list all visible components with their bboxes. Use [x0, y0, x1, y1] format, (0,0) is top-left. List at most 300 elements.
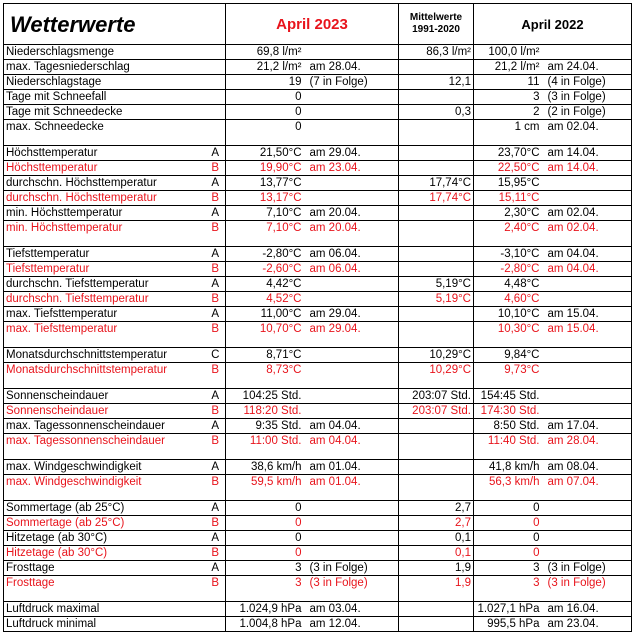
- value-2022: 0: [474, 531, 542, 546]
- value-2022: 154:45 Std.: [474, 389, 542, 404]
- row-code: B: [206, 292, 226, 307]
- value-mean: 17,74°C: [399, 191, 474, 206]
- value-mean: [399, 221, 474, 236]
- value-mean: 203:07 Std.: [399, 404, 474, 419]
- value-2023: 104:25 Std.: [226, 389, 304, 404]
- row-label: Niederschlagsmenge: [4, 45, 206, 60]
- value-2023: 3: [295, 577, 302, 589]
- note-2023: am 06.04.: [304, 247, 399, 262]
- note-2022: am 14.04.: [542, 161, 632, 176]
- table-row: [4, 90, 632, 105]
- note-2023: [304, 348, 399, 363]
- row-code: B: [206, 516, 226, 531]
- row-code: A: [206, 176, 226, 191]
- row-label: Luftdruck minimal: [4, 617, 206, 632]
- value-2023: 13,17°C: [226, 191, 304, 206]
- value-2022: 9,73°C: [504, 364, 540, 376]
- value-mean: [399, 475, 474, 490]
- spacer-cell: [4, 448, 206, 460]
- spacer-cell: [474, 448, 542, 460]
- value-2023: 0: [226, 105, 304, 120]
- spacer-cell: [304, 134, 399, 146]
- value-2023: 21,50°C: [226, 146, 304, 161]
- value-2022: 21,2 l/m²: [474, 60, 542, 75]
- row-label: max. Tagessonnenscheindauer: [4, 434, 206, 449]
- value-2023: 1.004,8 hPa: [226, 617, 304, 632]
- note-2022: [542, 176, 632, 191]
- value-2023: 4,52°C: [226, 292, 304, 307]
- value-mean: [399, 120, 474, 135]
- spacer-cell: [226, 336, 304, 348]
- value-2023: 0: [295, 121, 302, 133]
- note-2023: am 06.04.: [304, 262, 399, 277]
- row-label: Sommertage (ab 25°C): [4, 516, 206, 531]
- table-row: [4, 45, 632, 60]
- note-2023: am 29.04.: [304, 322, 399, 337]
- spacer-cell: [399, 448, 474, 460]
- note-2023: [304, 363, 399, 378]
- row-code: A: [206, 501, 226, 516]
- spacer-cell: [399, 489, 474, 501]
- value-mean: [399, 90, 474, 105]
- note-2022: am 23.04.: [542, 617, 632, 632]
- value-2023: 0: [226, 531, 304, 546]
- table-row: [4, 561, 632, 576]
- row-code: A: [206, 561, 226, 576]
- header-mean: [399, 4, 474, 45]
- spacer-cell: [474, 235, 542, 247]
- value-mean: [399, 247, 474, 262]
- table-row: [4, 191, 632, 206]
- table-row: [4, 277, 632, 292]
- row-code: B: [206, 221, 226, 236]
- value-mean: 86,3 l/m²: [399, 45, 474, 60]
- row-code: [206, 120, 226, 135]
- row-label: max. Tagessonnenscheindauer: [4, 419, 206, 434]
- spacer-cell: [542, 448, 632, 460]
- header-mean-line1: Mittelwerte: [409, 12, 463, 23]
- note-2023: [304, 176, 399, 191]
- header-row: [4, 4, 632, 45]
- note-2023: [304, 516, 399, 531]
- value-mean: 10,29°C: [399, 348, 474, 363]
- row-code: A: [206, 247, 226, 262]
- spacer-cell: [206, 235, 226, 247]
- table-row: [4, 348, 632, 363]
- note-2022: am 17.04.: [542, 419, 632, 434]
- spacer-cell: [399, 590, 474, 602]
- note-2023: [304, 191, 399, 206]
- value-2023: 0: [226, 501, 304, 516]
- value-2022: 2: [474, 105, 542, 120]
- value-mean: 2,7: [399, 516, 474, 531]
- note-2022: am 04.04.: [542, 247, 632, 262]
- value-2022: 41,8 km/h: [474, 460, 542, 475]
- value-2023: 19,90°C: [226, 161, 304, 176]
- spacer-cell: [226, 377, 304, 389]
- value-mean: 10,29°C: [399, 363, 474, 378]
- value-2022: 2,30°C: [474, 206, 542, 221]
- note-2022: (3 in Folge): [542, 576, 632, 591]
- table-row: [4, 292, 632, 307]
- value-2023: 11:00 Std.: [249, 435, 302, 447]
- value-2022: 4,48°C: [474, 277, 542, 292]
- spacer-cell: [206, 134, 226, 146]
- spacer-cell: [206, 489, 226, 501]
- table-row: [4, 307, 632, 322]
- spacer-cell: [304, 377, 399, 389]
- header-april-2022: April 2022: [474, 4, 632, 45]
- note-2022: am 02.04.: [542, 206, 632, 221]
- note-2022: am 28.04.: [542, 434, 632, 449]
- row-label: Tage mit Schneefall: [4, 90, 206, 105]
- value-mean: [399, 617, 474, 632]
- note-2022: am 04.04.: [542, 262, 632, 277]
- value-2023: 8,73°C: [266, 364, 302, 376]
- table-row: [4, 206, 632, 221]
- spacer-cell: [399, 377, 474, 389]
- value-mean: [399, 161, 474, 176]
- table-row: [4, 120, 632, 135]
- spacer-cell: [399, 134, 474, 146]
- note-2023: [304, 389, 399, 404]
- spacer-cell: [304, 590, 399, 602]
- value-2022: 0: [474, 501, 542, 516]
- note-2023: am 29.04.: [304, 146, 399, 161]
- row-label: max. Tiefsttemperatur: [4, 322, 206, 337]
- spacer-cell: [474, 336, 542, 348]
- note-2022: (3 in Folge): [542, 561, 632, 576]
- spacer-cell: [542, 377, 632, 389]
- spacer-cell: [4, 134, 206, 146]
- row-label: Luftdruck maximal: [4, 602, 206, 617]
- note-2022: am 15.04.: [542, 307, 632, 322]
- value-mean: [399, 146, 474, 161]
- note-2023: [304, 277, 399, 292]
- value-2022: 4,60°C: [474, 292, 542, 307]
- table-row: [4, 221, 632, 236]
- value-mean: [399, 206, 474, 221]
- spacer-cell: [226, 489, 304, 501]
- value-2023: 7,10°C: [226, 206, 304, 221]
- row-code: B: [206, 161, 226, 176]
- note-2022: [542, 45, 632, 60]
- row-label: max. Tagesniederschlag: [4, 60, 206, 75]
- spacer-cell: [206, 590, 226, 602]
- spacer-cell: [226, 590, 304, 602]
- weather-table: [3, 3, 632, 632]
- row-label: min. Höchsttemperatur: [4, 206, 206, 221]
- row-code: [206, 60, 226, 75]
- value-mean: 1,9: [399, 561, 474, 576]
- spacer-row: [4, 235, 632, 247]
- spacer-cell: [304, 235, 399, 247]
- spacer-cell: [226, 448, 304, 460]
- spacer-cell: [399, 235, 474, 247]
- value-mean: 2,7: [399, 501, 474, 516]
- table-row: [4, 460, 632, 475]
- value-2022: 3: [474, 90, 542, 105]
- note-2023: [304, 90, 399, 105]
- spacer-cell: [304, 489, 399, 501]
- value-2023: 0: [226, 90, 304, 105]
- spacer-row: [4, 336, 632, 348]
- value-2022: 3: [533, 577, 540, 589]
- table-row: [4, 501, 632, 516]
- note-2023: (3 in Folge): [304, 561, 399, 576]
- note-2023: [304, 531, 399, 546]
- value-mean: [399, 307, 474, 322]
- note-2022: am 24.04.: [542, 60, 632, 75]
- row-code: B: [206, 322, 226, 337]
- note-2023: am 20.04.: [304, 206, 399, 221]
- table-row: [4, 161, 632, 176]
- row-code: [206, 105, 226, 120]
- table-row: [4, 262, 632, 277]
- note-2022: [542, 389, 632, 404]
- value-2022: 174:30 Std.: [474, 404, 542, 419]
- value-2022: 11: [474, 75, 542, 90]
- row-code: B: [206, 363, 226, 378]
- table-row: [4, 602, 632, 617]
- spacer-row: [4, 134, 632, 146]
- note-2023: am 01.04.: [304, 475, 399, 490]
- value-2022: 10,30°C: [497, 323, 540, 335]
- note-2023: [304, 501, 399, 516]
- table-row: [4, 75, 632, 90]
- table-row: [4, 531, 632, 546]
- value-2023: 4,42°C: [226, 277, 304, 292]
- note-2022: [542, 516, 632, 531]
- value-2022: 3: [474, 561, 542, 576]
- spacer-cell: [226, 235, 304, 247]
- spacer-row: [4, 448, 632, 460]
- value-2022: 100,0 l/m²: [474, 45, 542, 60]
- row-code: A: [206, 460, 226, 475]
- row-code: A: [206, 419, 226, 434]
- row-code: A: [206, 277, 226, 292]
- row-label: Sommertage (ab 25°C): [4, 501, 206, 516]
- value-2022: 10,10°C: [474, 307, 542, 322]
- row-label: Tage mit Schneedecke: [4, 105, 206, 120]
- row-label: Frosttage: [4, 576, 206, 591]
- note-2023: [304, 546, 399, 561]
- row-code: B: [206, 404, 226, 419]
- row-label: max. Schneedecke: [4, 120, 206, 135]
- value-2023: 7,10°C: [266, 222, 302, 234]
- header-mean-line2: 1991-2020: [412, 24, 460, 35]
- note-2022: am 14.04.: [542, 146, 632, 161]
- row-code: B: [206, 262, 226, 277]
- row-label: durchschn. Höchsttemperatur: [4, 176, 206, 191]
- note-2022: [542, 277, 632, 292]
- row-label: durchschn. Tiefsttemperatur: [4, 292, 206, 307]
- spacer-cell: [474, 134, 542, 146]
- note-2023: [304, 404, 399, 419]
- value-2023: 0: [226, 546, 304, 561]
- page-title: Wetterwerte: [4, 4, 226, 45]
- row-label: Höchsttemperatur: [4, 161, 206, 176]
- table-row: [4, 389, 632, 404]
- value-2022: 2,40°C: [504, 222, 540, 234]
- row-label: max. Windgeschwindigkeit: [4, 475, 206, 490]
- spacer-cell: [542, 336, 632, 348]
- table-row: [4, 404, 632, 419]
- row-code: B: [206, 475, 226, 490]
- note-2022: [542, 348, 632, 363]
- spacer-cell: [4, 590, 206, 602]
- value-2023: 13,77°C: [226, 176, 304, 191]
- row-label: Frosttage: [4, 561, 206, 576]
- value-mean: [399, 322, 474, 337]
- table-row: [4, 363, 632, 378]
- table-row: [4, 247, 632, 262]
- note-2022: (4 in Folge): [542, 75, 632, 90]
- value-mean: 5,19°C: [399, 292, 474, 307]
- spacer-row: [4, 590, 632, 602]
- value-2023: -2,80°C: [226, 247, 304, 262]
- value-2022: 56,3 km/h: [489, 476, 540, 488]
- spacer-cell: [304, 448, 399, 460]
- row-label: Hitzetage (ab 30°C): [4, 531, 206, 546]
- table-row: [4, 546, 632, 561]
- value-2022: 1 cm: [514, 121, 540, 133]
- note-2022: [542, 546, 632, 561]
- value-2022: -3,10°C: [474, 247, 542, 262]
- spacer-cell: [542, 489, 632, 501]
- note-2023: [304, 45, 399, 60]
- value-2023: 10,70°C: [259, 323, 302, 335]
- row-code: A: [206, 307, 226, 322]
- value-2022: 0: [474, 516, 542, 531]
- row-code: A: [206, 389, 226, 404]
- value-2023: 69,8 l/m²: [226, 45, 304, 60]
- note-2023: am 01.04.: [304, 460, 399, 475]
- note-2023: [304, 292, 399, 307]
- spacer-row: [4, 377, 632, 389]
- value-2022: 15,95°C: [474, 176, 542, 191]
- row-code: [206, 602, 226, 617]
- note-2022: [542, 292, 632, 307]
- value-mean: 0,1: [399, 531, 474, 546]
- note-2023: (7 in Folge): [304, 75, 399, 90]
- value-2023: 1.024,9 hPa: [226, 602, 304, 617]
- value-mean: [399, 434, 474, 449]
- note-2023: am 12.04.: [304, 617, 399, 632]
- spacer-cell: [4, 235, 206, 247]
- spacer-cell: [304, 336, 399, 348]
- row-label: durchschn. Höchsttemperatur: [4, 191, 206, 206]
- spacer-cell: [474, 377, 542, 389]
- value-mean: [399, 460, 474, 475]
- spacer-cell: [542, 134, 632, 146]
- note-2023: [304, 120, 399, 135]
- note-2022: [542, 363, 632, 378]
- note-2022: (2 in Folge): [542, 105, 632, 120]
- row-code: A: [206, 146, 226, 161]
- row-label: Monatsdurchschnittstemperatur: [4, 363, 206, 378]
- table-row: [4, 176, 632, 191]
- value-2022: 8:50 Std.: [474, 419, 542, 434]
- table-row: [4, 475, 632, 490]
- spacer-cell: [206, 377, 226, 389]
- value-2022: 0: [474, 546, 542, 561]
- note-2022: am 02.04.: [542, 120, 632, 135]
- note-2023: am 04.04.: [304, 434, 399, 449]
- note-2023: am 20.04.: [304, 221, 399, 236]
- row-code: [206, 75, 226, 90]
- value-2023: 21,2 l/m²: [226, 60, 304, 75]
- value-2022: 15,11°C: [474, 191, 542, 206]
- table-row: [4, 617, 632, 632]
- row-label: Tiefsttemperatur: [4, 247, 206, 262]
- row-label: min. Höchsttemperatur: [4, 221, 206, 236]
- value-2023: 19: [226, 75, 304, 90]
- spacer-cell: [399, 336, 474, 348]
- row-label: Höchsttemperatur: [4, 146, 206, 161]
- row-code: A: [206, 531, 226, 546]
- row-code: B: [206, 576, 226, 591]
- row-code: C: [206, 348, 226, 363]
- row-code: B: [206, 191, 226, 206]
- note-2022: (3 in Folge): [542, 90, 632, 105]
- row-label: durchschn. Tiefsttemperatur: [4, 277, 206, 292]
- table-row: [4, 419, 632, 434]
- spacer-row: [4, 489, 632, 501]
- value-2022: 995,5 hPa: [474, 617, 542, 632]
- row-code: [206, 90, 226, 105]
- value-mean: 0,3: [399, 105, 474, 120]
- row-label: Niederschlagstage: [4, 75, 206, 90]
- value-2023: 38,6 km/h: [226, 460, 304, 475]
- value-2023: 118:20 Std.: [226, 404, 304, 419]
- value-2022: 22,50°C: [474, 161, 542, 176]
- value-2023: 0: [226, 516, 304, 531]
- spacer-cell: [4, 489, 206, 501]
- row-label: Sonnenscheindauer: [4, 404, 206, 419]
- spacer-cell: [206, 448, 226, 460]
- value-mean: 17,74°C: [399, 176, 474, 191]
- note-2023: am 29.04.: [304, 307, 399, 322]
- note-2022: am 15.04.: [542, 322, 632, 337]
- note-2022: [542, 404, 632, 419]
- row-code: B: [206, 434, 226, 449]
- spacer-cell: [542, 235, 632, 247]
- value-2022: 11:40 Std.: [487, 435, 540, 447]
- row-label: max. Windgeschwindigkeit: [4, 460, 206, 475]
- table-row: [4, 576, 632, 591]
- note-2022: am 16.04.: [542, 602, 632, 617]
- note-2023: (3 in Folge): [304, 576, 399, 591]
- value-2022: 1.027,1 hPa: [474, 602, 542, 617]
- spacer-cell: [206, 336, 226, 348]
- note-2023: am 28.04.: [304, 60, 399, 75]
- row-code: A: [206, 206, 226, 221]
- row-code: [206, 617, 226, 632]
- row-label: max. Tiefsttemperatur: [4, 307, 206, 322]
- note-2022: [542, 191, 632, 206]
- value-mean: 5,19°C: [399, 277, 474, 292]
- value-mean: 12,1: [399, 75, 474, 90]
- value-2023: 9:35 Std.: [226, 419, 304, 434]
- value-2022: 9,84°C: [474, 348, 542, 363]
- table-row: [4, 60, 632, 75]
- table-row: [4, 105, 632, 120]
- note-2022: am 08.04.: [542, 460, 632, 475]
- value-2023: -2,60°C: [226, 262, 304, 277]
- note-2023: am 23.04.: [304, 161, 399, 176]
- note-2023: am 03.04.: [304, 602, 399, 617]
